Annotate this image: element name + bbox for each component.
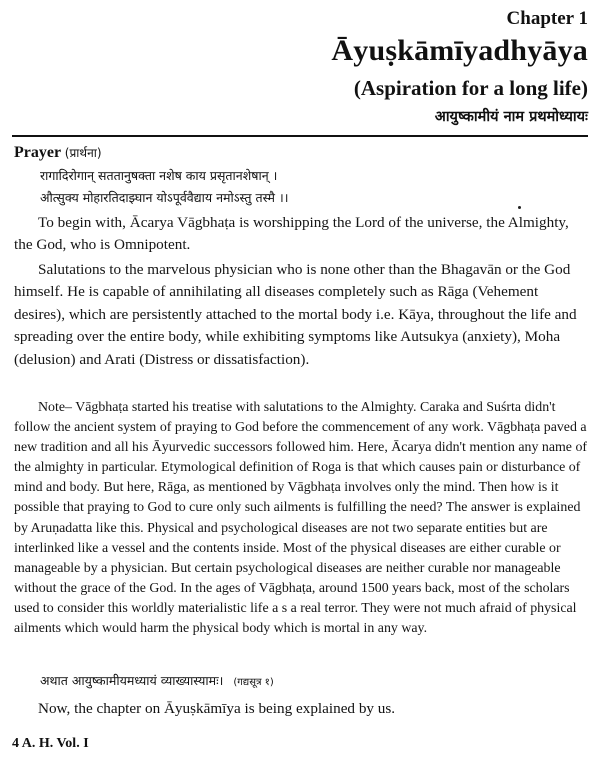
prayer-heading-text: Prayer <box>14 144 61 161</box>
prayer-heading <box>14 144 102 162</box>
header-divider <box>12 135 588 137</box>
paragraph-note <box>14 398 588 639</box>
chapter-label: Chapter 1 <box>506 8 588 29</box>
closing-sanskrit-ref: (गद्यसूत्र १) <box>233 677 274 688</box>
paragraph-intro-text: To begin with, Ācarya Vāgbhaṭa is worshipping the Lord of the universe, the Almighty, the God, who is Omnipotent. <box>14 214 569 254</box>
paragraph-intro <box>14 212 588 257</box>
print-speck <box>518 206 521 209</box>
closing-sanskrit-text: अथात आयुष्कामीयमध्यायं व्याख्यास्यामः। <box>40 673 224 688</box>
page-footer: 4 A. H. Vol. I <box>12 736 89 751</box>
closing-sanskrit-line <box>40 672 274 689</box>
paragraph-salutations <box>14 259 588 371</box>
note-label: Note– <box>38 400 72 415</box>
prayer-heading-sanskrit: (प्रार्थना) <box>64 146 102 160</box>
prayer-verse-line-1: रागादिरोगान् सततानुषक्ता नशेष काय प्रसृतानशेषान् । <box>40 168 278 183</box>
chapter-title: Āyuṣkāmīyadhyāya <box>331 34 588 67</box>
closing-line: Now, the chapter on Āyuṣkāmīya is being explained by us. <box>38 700 396 717</box>
prayer-verse-line-2: औत्सुक्य मोहारतिदाझ्घान योऽपूर्ववैद्याय नमोऽस्तु तस्मै ।। <box>40 190 289 205</box>
paragraph-salutations-text: Salutations to the marvelous physician who is none other than the Bhagavān or the God himself. He is capable of annihilating all diseases completely such as Rāga (Vehement desires), which are persistently attached to the mortal body i.e. Kāya, throughout the life and spreading over the entire body, while exhibiting symptoms like Autsukya (anxiety), Moha (delusion) and Arati (Distress or dissatisfaction). <box>14 261 577 368</box>
chapter-sanskrit-title: आयुष्कामीयं नाम प्रथमोध्यायः <box>434 109 588 125</box>
chapter-subtitle: (Aspiration for a long life) <box>353 76 588 100</box>
paragraph-note-text: Vāgbhaṭa started his treatise with salutations to the Almighty. Caraka and Suśrta didn't follow the ancient system of praying to God before the commencement of any work. Vāgbhaṭa paved a new tradition and all his Āyurvedic successors followed him. Here, Ācarya didn't mention any name of the almighty in particular. Etymological definition of Roga is that which causes pain or disturbance of mind and body. But here, Rāga, as mentioned by Vāgbhaṭa involves only the mind. Then how is it possible that praying to God to cure only such ailments is fulfilling the need? The answer is explained by Aruṇadatta like this. Physical and psychological diseases are not two separate entities but are interlinked like a vessel and the contents inside. Most of the physical diseases are either curable or manageable by a physician. But certain psychological diseases are neither curable nor manageable without the grace of the God. In the ages of Vāgbhaṭa, around 1500 years back, most of the scholars used to consider this worldly materialistic life a s a real terror. They were not much afraid of physical ailments which would harm the physical body which is mortal in any way. <box>14 400 588 637</box>
